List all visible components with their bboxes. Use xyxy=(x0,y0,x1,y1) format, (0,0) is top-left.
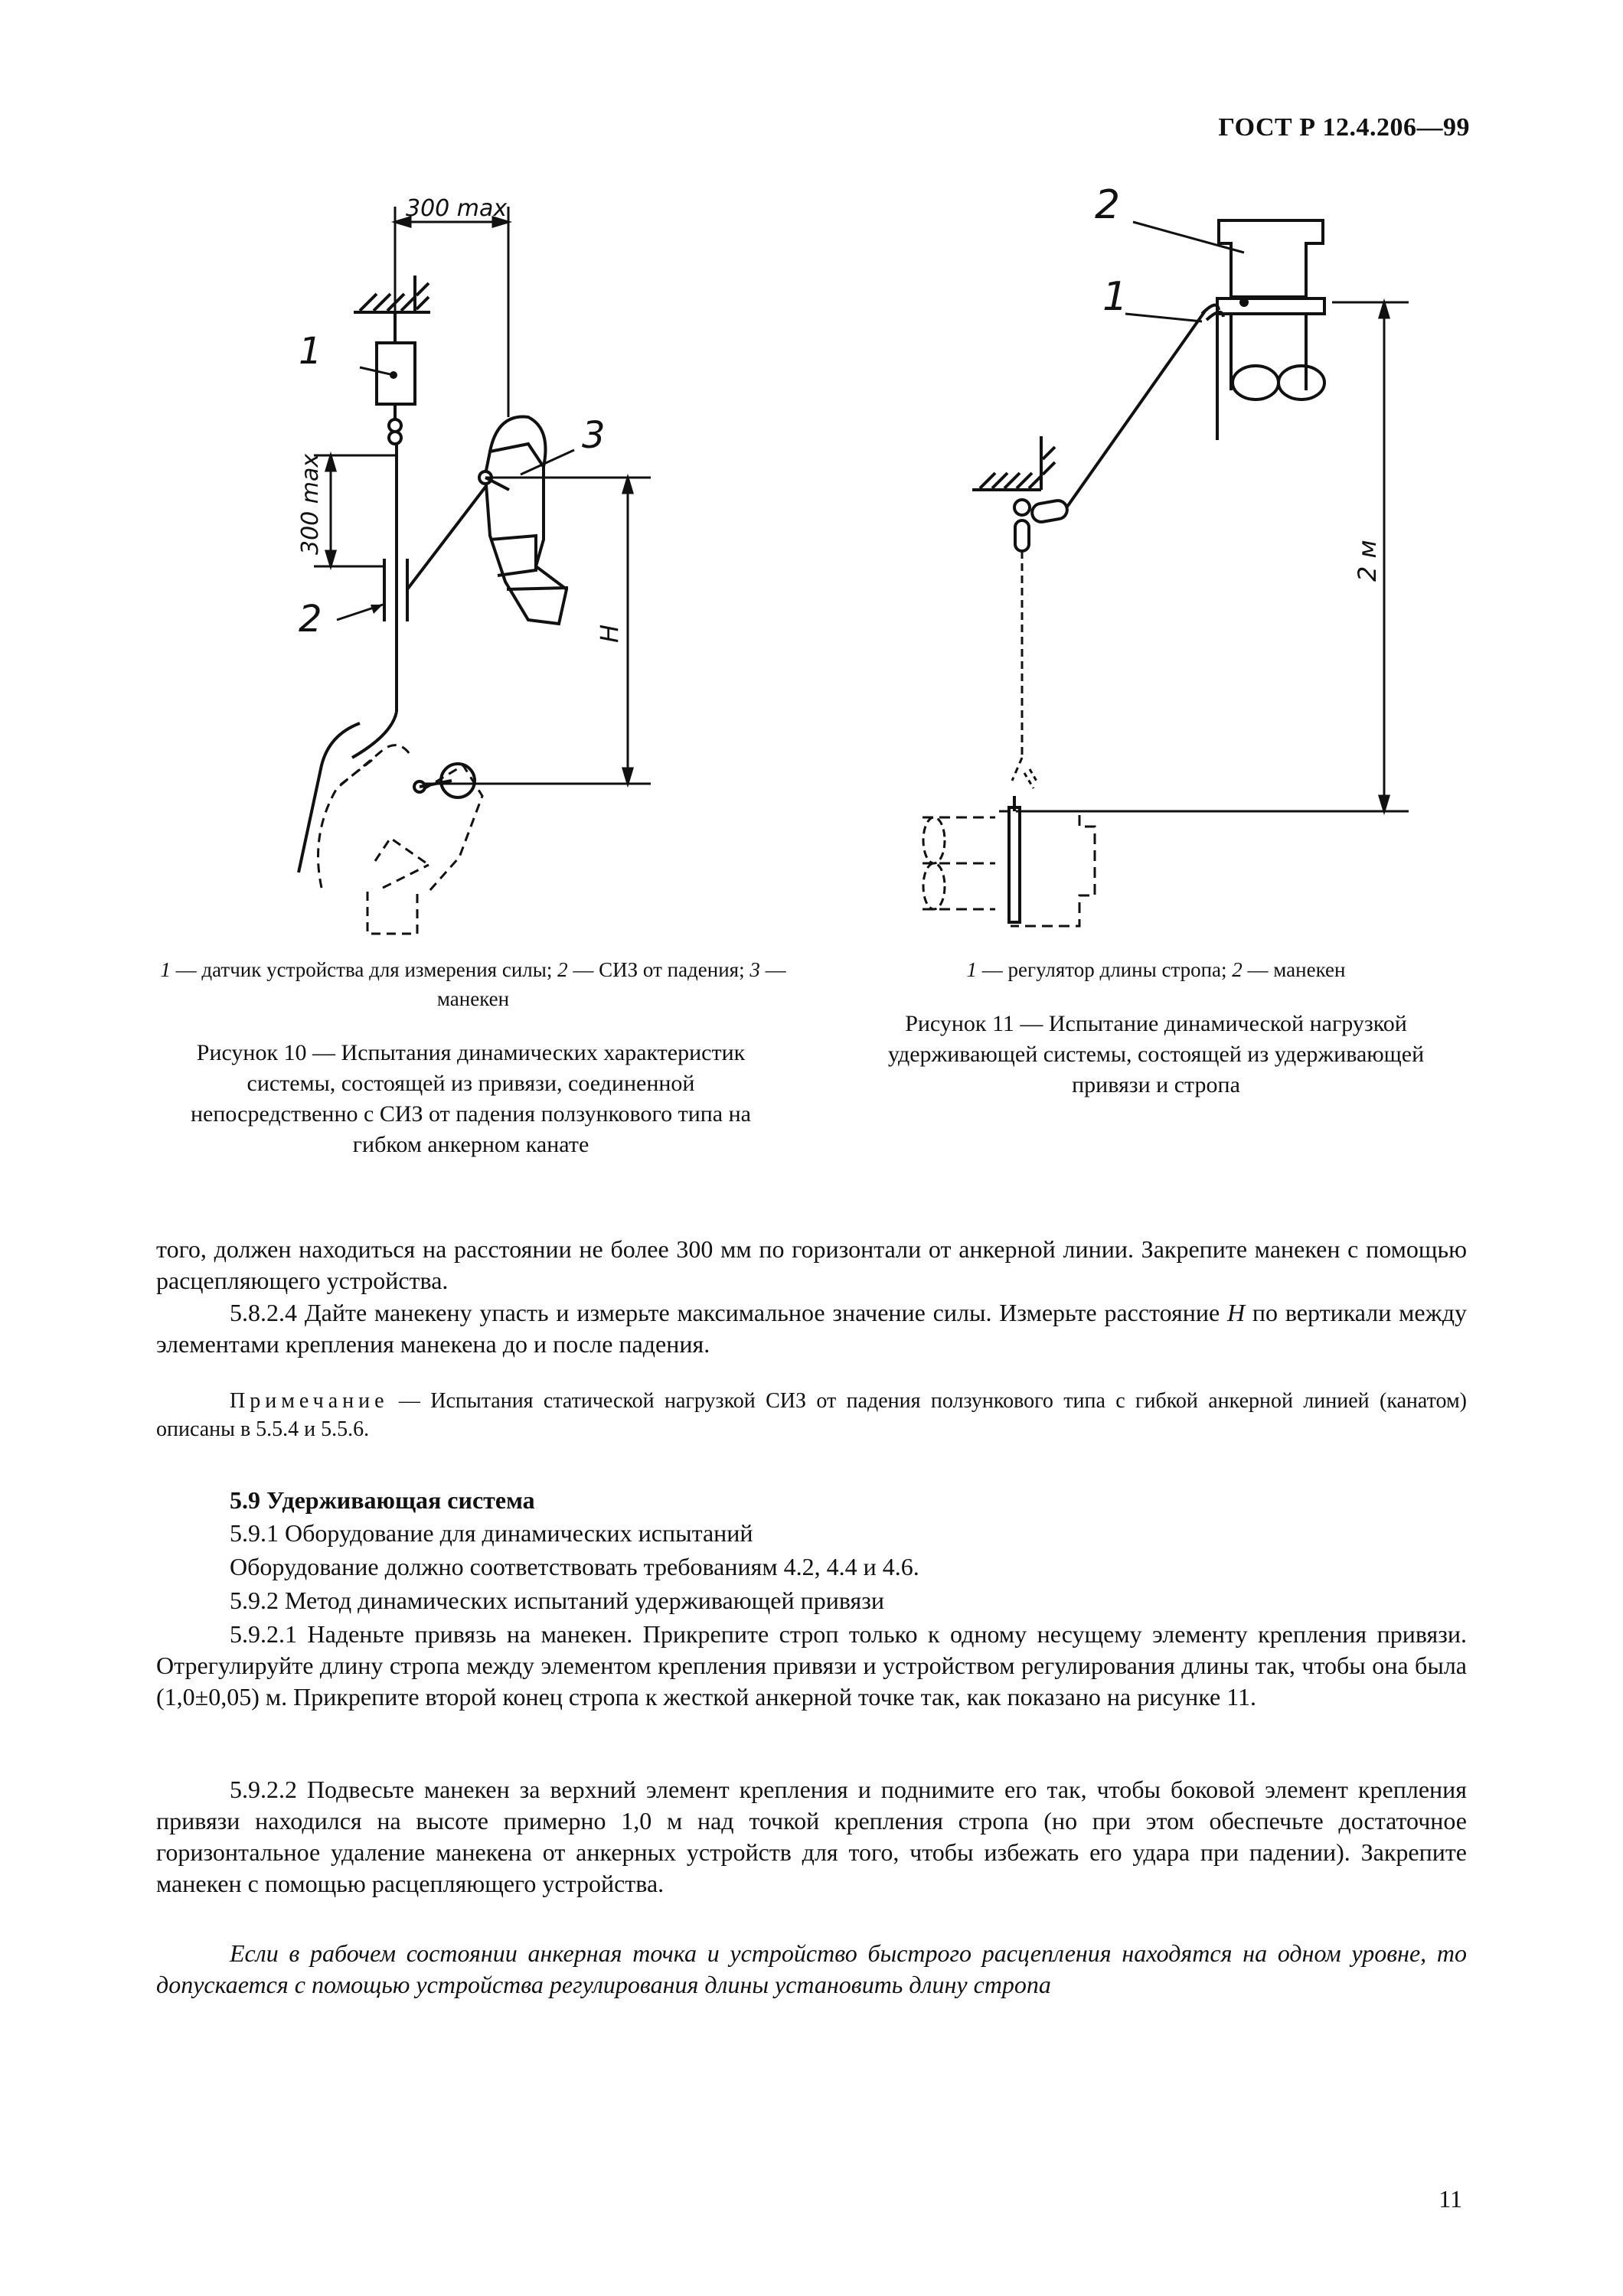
paragraph-italic: Если в рабочем состоянии анкерная точка и устройство быстрого расцепления находятся на одном уровне, то допускается с помощью устройства регулирования длины установить длину стропа xyxy=(156,1939,1467,1998)
subsection-5-9-1-text: Оборудование должно соответствовать требованиям 4.2, 4.4 и 4.6. xyxy=(230,1553,919,1580)
document-header: ГОСТ Р 12.4.206—99 xyxy=(1218,113,1470,142)
fig10-legend-num-1: 1 xyxy=(160,958,171,981)
fig10-legend-text-3: — манекен xyxy=(436,958,786,1010)
figure-10-caption: Рисунок 10 — Испытания динамических характеристик системы, состоящей из привязи, соединенной непосредственно с СИЗ от падения ползункового типа на гибком анкерном канате xyxy=(191,1040,751,1157)
subsection-5-9-2: 5.9.2 Метод динамических испытаний удерживающей привязи xyxy=(230,1587,885,1614)
figure-11-legend xyxy=(842,955,1470,984)
note-label: Примечание xyxy=(230,1389,389,1413)
fig10-legend-num-3: 3 xyxy=(749,958,760,981)
fig11-leader-1 xyxy=(1125,314,1202,321)
paragraph-5-8-2-4-b: по вертикали между элементами крепления манекена до и после падения. xyxy=(156,1299,1468,1358)
fig10-legend-text-1: — датчик устройства для измерения силы; xyxy=(170,958,558,981)
fig11-leader-2 xyxy=(1133,222,1244,253)
fig10-label-3: 3 xyxy=(582,414,606,457)
figure-11-diagram xyxy=(0,0,1623,949)
figure-10-legend xyxy=(159,955,787,1013)
note-text: — Испытания статической нагрузкой СИЗ от падения ползункового типа с гибкой анкерной линией (канатом) описаны в 5.5.4 и 5.5.6. xyxy=(156,1389,1467,1441)
fig10-legend-num-2: 2 xyxy=(557,958,568,981)
fig10-label-2: 2 xyxy=(299,598,322,641)
fig11-label-1: 1 xyxy=(1102,274,1128,320)
fig10-dim-h-label: H xyxy=(595,624,624,643)
paragraph-5-8-2-4-h: H xyxy=(1227,1299,1246,1326)
paragraph-continuation: того, должен находиться на расстоянии не более 300 мм по горизонтали от анкерной линии. Закрепите манекен с помощью расцепляющего устройства. xyxy=(156,1235,1467,1294)
fig11-anchor-ceiling xyxy=(972,305,1223,551)
fig10-label-1: 1 xyxy=(299,330,322,373)
page-number: 11 xyxy=(1438,2185,1462,2213)
paragraph-5-9-2-1: 5.9.2.1 Наденьте привязь на манекен. Прикрепите строп только к одному несущему элементу крепления привязи. Отрегулируйте длину стропа между элементом крепления привязи и устройством регулирования длины так, чтобы она была (1,0±0,05) м. Прикрепите второй конец стропа к жесткой анкерной точке так, как показано на рисунке 11. xyxy=(156,1620,1467,1711)
section-heading-5-9: 5.9 Удерживающая система xyxy=(230,1486,535,1514)
fig11-dim-2m-label: 2 м xyxy=(1353,540,1382,582)
paragraph-5-8-2-4-a: 5.8.2.4 Дайте манекену упасть и измерьте максимальное значение силы. Измерьте расстояние xyxy=(230,1299,1227,1326)
fig10-dim-top-label: 300 max xyxy=(406,195,508,222)
fig11-dummy-upper xyxy=(1217,220,1324,440)
subsection-5-9-1: 5.9.1 Оборудование для динамических испытаний xyxy=(230,1519,753,1547)
fig11-legend-num-1: 1 xyxy=(966,958,978,981)
fig11-legend-text-2: — манекен xyxy=(1242,958,1346,981)
fig11-legend-text-1: — регулятор длины стропа; xyxy=(977,958,1233,981)
paragraph-5-9-2-2: 5.9.2.2 Подвесьте манекен за верхний элемент крепления и поднимите его так, чтобы боковой элемент крепления привязи находился на высоте примерно 1,0 м над точкой крепления стропа (но при этом обеспечьте достаточное горизонтальное удаление манекена от анкерных устройств для того, чтобы избежать его удара при падении). Закрепите манекен с помощью расцепляющего устройства. xyxy=(156,1776,1467,1897)
paragraph-5-8-2-4 xyxy=(156,1297,1467,1360)
fig11-label-2: 2 xyxy=(1095,182,1121,228)
figure-11-caption: Рисунок 11 — Испытание динамической нагрузкой удерживающей системы, состоящей из удерживающей привязи и стропа xyxy=(887,1011,1425,1097)
fig10-legend-text-2: — СИЗ от падения; xyxy=(567,958,750,981)
fig11-legend-num-2: 2 xyxy=(1232,958,1243,981)
fig10-dim-left-label: 300 max xyxy=(297,453,324,555)
note xyxy=(156,1387,1467,1443)
